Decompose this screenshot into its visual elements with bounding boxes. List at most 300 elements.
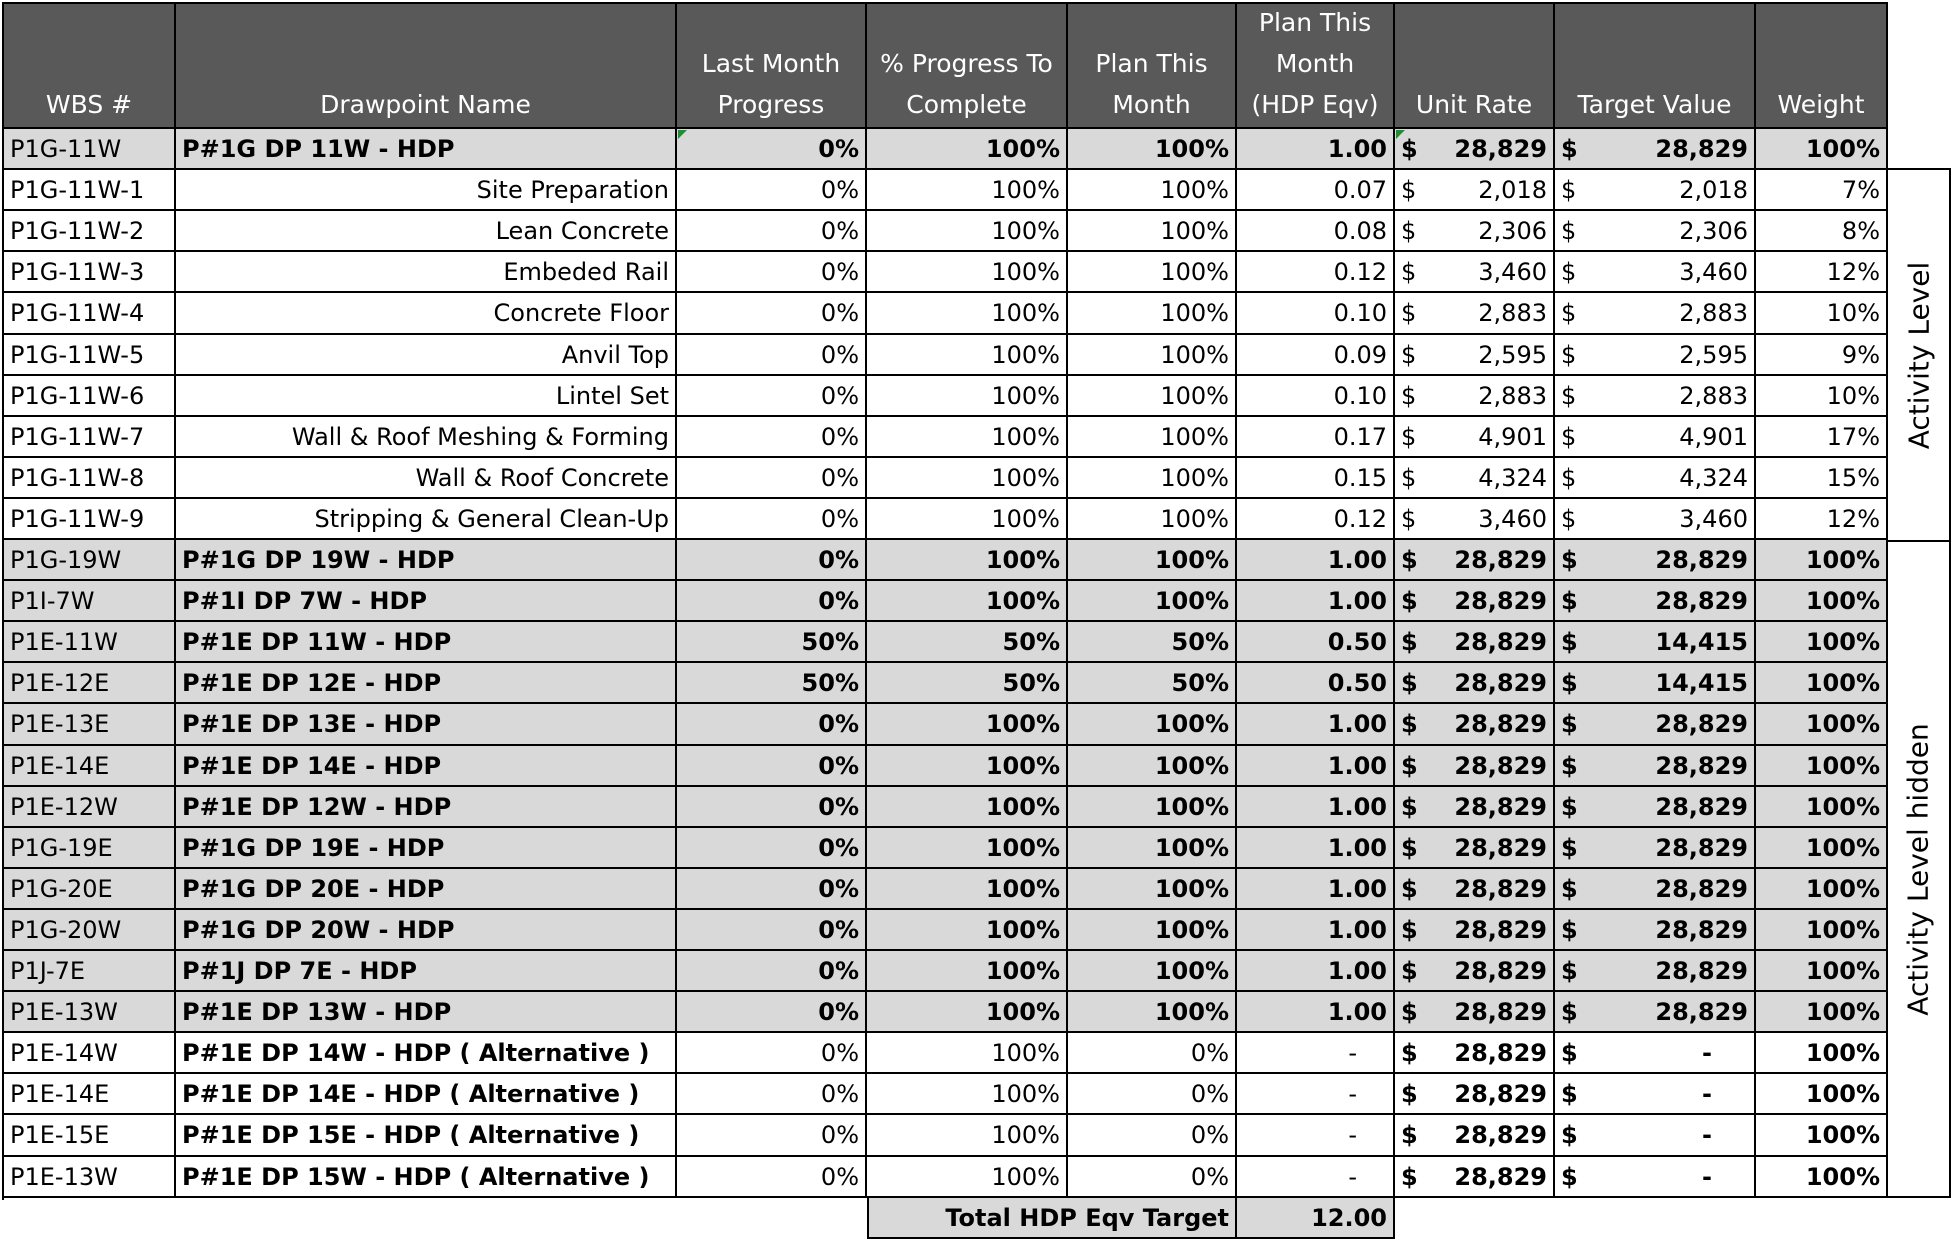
cell-wbs[interactable]: P1E-12E — [4, 663, 176, 704]
currency-symbol: $ — [1561, 1080, 1578, 1108]
cell-hdp[interactable]: 0.09 — [1237, 335, 1395, 376]
unit-rate-value: 2,883 — [1478, 299, 1547, 327]
cell-plan[interactable]: 0% — [1068, 1115, 1237, 1157]
cell-wbs[interactable]: P1G-11W-4 — [4, 293, 176, 335]
column-header-name[interactable] — [176, 4, 677, 129]
cell-hdp[interactable]: - — [1237, 1033, 1395, 1074]
cell-pct[interactable]: 100% — [867, 252, 1068, 293]
cell-target[interactable] — [1555, 828, 1756, 869]
cell-pct[interactable]: 100% — [867, 992, 1068, 1033]
target-value: 28,829 — [1655, 793, 1748, 821]
cell-wbs[interactable]: P1G-19E — [4, 828, 176, 869]
cell-wbs[interactable]: P1E-14E — [4, 1074, 176, 1115]
cell-rate[interactable] — [1395, 704, 1555, 746]
side-label-activity-level-hidden — [1888, 540, 1951, 1198]
column-header-line: % Progress To — [880, 49, 1053, 78]
cell-rate[interactable] — [1395, 622, 1555, 663]
cell-hdp[interactable]: 1.00 — [1237, 540, 1395, 581]
currency-symbol: $ — [1561, 875, 1578, 903]
cell-pct[interactable]: 50% — [867, 622, 1068, 663]
cell-hdp[interactable]: 0.50 — [1237, 622, 1395, 663]
cell-weight[interactable]: 100% — [1756, 746, 1888, 787]
cell-wbs[interactable]: P1E-14W — [4, 1033, 176, 1074]
cell-wbs[interactable]: P1G-20W — [4, 910, 176, 951]
cell-last[interactable]: 0% — [677, 293, 867, 335]
cell-target[interactable] — [1555, 622, 1756, 663]
cell-pct[interactable]: 100% — [867, 211, 1068, 252]
total-value[interactable]: 12.00 — [1237, 1198, 1395, 1239]
cell-weight[interactable]: 10% — [1756, 376, 1888, 417]
cell-last[interactable]: 0% — [677, 499, 867, 540]
cell-hdp[interactable]: 0.08 — [1237, 211, 1395, 252]
cell-plan[interactable]: 100% — [1068, 499, 1237, 540]
currency-symbol: $ — [1561, 423, 1577, 451]
cell-name[interactable]: P#1E DP 13W - HDP — [176, 992, 677, 1033]
cell-rate[interactable] — [1395, 869, 1555, 910]
cell-hdp[interactable]: 1.00 — [1237, 951, 1395, 992]
cell-weight[interactable]: 100% — [1756, 828, 1888, 869]
cell-name[interactable]: P#1G DP 20E - HDP — [176, 869, 677, 910]
cell-plan[interactable]: 50% — [1068, 663, 1237, 704]
cell-weight[interactable]: 100% — [1756, 663, 1888, 704]
cell-hdp[interactable]: - — [1237, 1074, 1395, 1115]
cell-wbs[interactable]: P1J-7E — [4, 951, 176, 992]
cell-wbs[interactable]: P1G-11W-6 — [4, 376, 176, 417]
column-header-line: Target Value — [1577, 90, 1732, 119]
cell-hdp[interactable]: 1.00 — [1237, 746, 1395, 787]
cell-wbs[interactable]: P1E-11W — [4, 622, 176, 663]
cell-weight[interactable]: 8% — [1756, 211, 1888, 252]
cell-wbs[interactable]: P1E-13W — [4, 1157, 176, 1198]
cell-rate[interactable] — [1395, 335, 1555, 376]
target-value: 28,829 — [1655, 875, 1748, 903]
cell-plan[interactable]: 100% — [1068, 704, 1237, 746]
cell-last[interactable]: 0% — [677, 1115, 867, 1157]
cell-weight[interactable]: 100% — [1756, 129, 1888, 170]
cell-hdp[interactable]: 0.10 — [1237, 293, 1395, 335]
cell-name[interactable]: P#1J DP 7E - HDP — [176, 951, 677, 992]
column-header-line: Month — [1112, 90, 1191, 119]
cell-rate[interactable] — [1395, 746, 1555, 787]
cell-rate[interactable] — [1395, 787, 1555, 828]
cell-last[interactable]: 50% — [677, 663, 867, 704]
cell-target[interactable] — [1555, 869, 1756, 910]
cell-target[interactable] — [1555, 170, 1756, 211]
currency-symbol: $ — [1561, 710, 1578, 738]
cell-last[interactable]: 0% — [677, 951, 867, 992]
cell-rate[interactable] — [1395, 1157, 1555, 1198]
cell-pct[interactable]: 100% — [867, 951, 1068, 992]
cell-wbs[interactable]: P1E-14E — [4, 746, 176, 787]
target-value: 28,829 — [1655, 998, 1748, 1026]
cell-plan[interactable]: 50% — [1068, 622, 1237, 663]
cell-last[interactable]: 0% — [677, 211, 867, 252]
target-value: - — [1702, 1039, 1712, 1067]
unit-rate-value: 28,829 — [1454, 628, 1547, 656]
currency-symbol: $ — [1401, 957, 1418, 985]
cell-plan[interactable]: 100% — [1068, 211, 1237, 252]
cell-name[interactable]: Embeded Rail — [176, 252, 677, 293]
cell-weight[interactable]: 100% — [1756, 581, 1888, 622]
target-value: 2,018 — [1679, 176, 1748, 204]
cell-weight[interactable]: 100% — [1756, 787, 1888, 828]
cell-wbs[interactable]: P1G-11W-5 — [4, 335, 176, 376]
cell-hdp[interactable]: 1.00 — [1237, 869, 1395, 910]
cell-plan[interactable]: 100% — [1068, 458, 1237, 499]
target-value: 2,306 — [1679, 217, 1748, 245]
cell-pct[interactable]: 100% — [867, 746, 1068, 787]
cell-rate[interactable] — [1395, 663, 1555, 704]
cell-hdp[interactable]: 0.07 — [1237, 170, 1395, 211]
cell-wbs[interactable]: P1G-19W — [4, 540, 176, 581]
cell-target[interactable] — [1555, 992, 1756, 1033]
target-value: 2,883 — [1679, 382, 1748, 410]
currency-symbol: $ — [1561, 464, 1577, 492]
cell-last[interactable]: 0% — [677, 869, 867, 910]
cell-target[interactable] — [1555, 663, 1756, 704]
cell-plan[interactable]: 0% — [1068, 1074, 1237, 1115]
cell-name[interactable]: P#1E DP 14W - HDP ( Alternative ) — [176, 1033, 677, 1074]
target-value: 2,883 — [1679, 299, 1748, 327]
cell-name[interactable]: Concrete Floor — [176, 293, 677, 335]
column-header-line: Plan This — [1095, 49, 1208, 78]
column-header-plan[interactable] — [1068, 4, 1237, 129]
currency-symbol: $ — [1561, 546, 1578, 574]
side-label-activity-level — [1888, 168, 1951, 542]
cell-target[interactable] — [1555, 1033, 1756, 1074]
cell-pct[interactable]: 100% — [867, 1157, 1068, 1198]
cell-plan[interactable]: 100% — [1068, 992, 1237, 1033]
cell-weight[interactable]: 100% — [1756, 704, 1888, 746]
cell-target[interactable] — [1555, 787, 1756, 828]
cell-hdp[interactable]: 0.17 — [1237, 417, 1395, 458]
cell-pct[interactable]: 100% — [867, 869, 1068, 910]
cell-hdp[interactable]: - — [1237, 1115, 1395, 1157]
cell-name[interactable]: Site Preparation — [176, 170, 677, 211]
cell-plan[interactable]: 0% — [1068, 1157, 1237, 1198]
currency-symbol: $ — [1401, 299, 1417, 327]
cell-rate[interactable] — [1395, 499, 1555, 540]
cell-name[interactable]: Lintel Set — [176, 376, 677, 417]
cell-rate[interactable] — [1395, 910, 1555, 951]
currency-symbol: $ — [1401, 710, 1418, 738]
cell-rate[interactable] — [1395, 992, 1555, 1033]
currency-symbol: $ — [1561, 299, 1577, 327]
cell-target[interactable] — [1555, 376, 1756, 417]
cell-plan[interactable]: 100% — [1068, 828, 1237, 869]
cell-name[interactable]: P#1G DP 11W - HDP — [176, 129, 677, 170]
cell-target[interactable] — [1555, 1157, 1756, 1198]
cell-hdp[interactable]: 1.00 — [1237, 704, 1395, 746]
cell-target[interactable] — [1555, 293, 1756, 335]
column-header-pct[interactable] — [867, 4, 1068, 129]
cell-target[interactable] — [1555, 252, 1756, 293]
cell-pct[interactable]: 100% — [867, 1074, 1068, 1115]
cell-target[interactable] — [1555, 540, 1756, 581]
cell-weight[interactable]: 9% — [1756, 335, 1888, 376]
cell-target[interactable] — [1555, 951, 1756, 992]
cell-last[interactable]: 0% — [677, 170, 867, 211]
target-value: - — [1702, 1121, 1712, 1149]
cell-plan[interactable]: 100% — [1068, 746, 1237, 787]
cell-pct[interactable]: 100% — [867, 499, 1068, 540]
cell-target[interactable] — [1555, 499, 1756, 540]
column-header-last[interactable] — [677, 4, 867, 129]
cell-last[interactable]: 0% — [677, 910, 867, 951]
cell-rate[interactable] — [1395, 293, 1555, 335]
cell-plan[interactable]: 100% — [1068, 869, 1237, 910]
cell-weight[interactable]: 7% — [1756, 170, 1888, 211]
cell-last[interactable]: 0% — [677, 1074, 867, 1115]
cell-rate[interactable] — [1395, 458, 1555, 499]
cell-weight[interactable]: 15% — [1756, 458, 1888, 499]
unit-rate-value: 28,829 — [1454, 587, 1547, 615]
cell-pct[interactable]: 100% — [867, 129, 1068, 170]
cell-rate[interactable] — [1395, 211, 1555, 252]
cell-hdp[interactable]: 0.10 — [1237, 376, 1395, 417]
cell-last[interactable]: 0% — [677, 992, 867, 1033]
cell-name[interactable]: P#1E DP 15W - HDP ( Alternative ) — [176, 1157, 677, 1198]
cell-weight[interactable]: 100% — [1756, 1157, 1888, 1198]
cell-name[interactable]: P#1E DP 15E - HDP ( Alternative ) — [176, 1115, 677, 1157]
cell-pct[interactable]: 100% — [867, 1115, 1068, 1157]
currency-symbol: $ — [1561, 382, 1577, 410]
unit-rate-value: 28,829 — [1454, 1163, 1547, 1191]
cell-name[interactable]: Wall & Roof Meshing & Forming — [176, 417, 677, 458]
cell-target[interactable] — [1555, 417, 1756, 458]
cell-wbs[interactable]: P1G-11W — [4, 129, 176, 170]
cell-weight[interactable]: 100% — [1756, 992, 1888, 1033]
cell-rate[interactable] — [1395, 417, 1555, 458]
cell-pct[interactable]: 100% — [867, 910, 1068, 951]
unit-rate-value: 4,901 — [1478, 423, 1547, 451]
cell-hdp[interactable]: 1.00 — [1237, 828, 1395, 869]
cell-name[interactable]: P#1E DP 12W - HDP — [176, 787, 677, 828]
comment-indicator-icon[interactable] — [678, 130, 687, 139]
cell-plan[interactable]: 100% — [1068, 252, 1237, 293]
cell-name[interactable]: Stripping & General Clean-Up — [176, 499, 677, 540]
cell-pct[interactable]: 100% — [867, 458, 1068, 499]
cell-plan[interactable]: 100% — [1068, 910, 1237, 951]
cell-target[interactable] — [1555, 335, 1756, 376]
cell-last[interactable]: 0% — [677, 458, 867, 499]
cell-pct[interactable]: 100% — [867, 787, 1068, 828]
cell-pct[interactable]: 100% — [867, 293, 1068, 335]
cell-last[interactable]: 0% — [677, 417, 867, 458]
column-header-rate[interactable] — [1395, 4, 1555, 129]
cell-rate[interactable] — [1395, 581, 1555, 622]
cell-wbs[interactable]: P1E-13W — [4, 992, 176, 1033]
side-label-activity-level-hidden-text: Activity Level hidden — [1902, 722, 1935, 1016]
cell-hdp[interactable]: 0.12 — [1237, 252, 1395, 293]
cell-pct[interactable]: 100% — [867, 540, 1068, 581]
cell-wbs[interactable]: P1E-12W — [4, 787, 176, 828]
cell-plan[interactable]: 100% — [1068, 787, 1237, 828]
cell-name[interactable]: P#1E DP 12E - HDP — [176, 663, 677, 704]
cell-hdp[interactable]: 0.15 — [1237, 458, 1395, 499]
cell-pct[interactable]: 100% — [867, 1033, 1068, 1074]
cell-name[interactable]: P#1E DP 11W - HDP — [176, 622, 677, 663]
currency-symbol: $ — [1401, 423, 1417, 451]
cell-hdp[interactable]: 1.00 — [1237, 787, 1395, 828]
cell-target[interactable] — [1555, 211, 1756, 252]
cell-plan[interactable]: 100% — [1068, 417, 1237, 458]
cell-wbs[interactable]: P1G-11W-7 — [4, 417, 176, 458]
cell-plan[interactable]: 100% — [1068, 951, 1237, 992]
cell-plan[interactable]: 100% — [1068, 376, 1237, 417]
cell-weight[interactable]: 100% — [1756, 910, 1888, 951]
cell-plan[interactable]: 100% — [1068, 293, 1237, 335]
currency-symbol: $ — [1561, 752, 1578, 780]
unit-rate-value: 28,829 — [1454, 1121, 1547, 1149]
cell-target[interactable] — [1555, 1074, 1756, 1115]
cell-rate[interactable] — [1395, 1115, 1555, 1157]
target-value: - — [1702, 1163, 1712, 1191]
unit-rate-value: 28,829 — [1454, 916, 1547, 944]
cell-rate[interactable] — [1395, 1033, 1555, 1074]
cell-rate[interactable] — [1395, 129, 1555, 170]
cell-hdp[interactable]: 0.50 — [1237, 663, 1395, 704]
currency-symbol: $ — [1561, 957, 1578, 985]
unit-rate-value: 3,460 — [1478, 258, 1547, 286]
cell-target[interactable] — [1555, 704, 1756, 746]
cell-weight[interactable]: 100% — [1756, 1074, 1888, 1115]
cell-last[interactable]: 0% — [677, 704, 867, 746]
cell-last[interactable]: 0% — [677, 252, 867, 293]
cell-target[interactable] — [1555, 458, 1756, 499]
cell-target[interactable] — [1555, 129, 1756, 170]
column-header-wbs[interactable] — [4, 4, 176, 129]
cell-weight[interactable]: 100% — [1756, 540, 1888, 581]
cell-rate[interactable] — [1395, 540, 1555, 581]
cell-last[interactable]: 0% — [677, 828, 867, 869]
cell-pct[interactable]: 100% — [867, 170, 1068, 211]
cell-plan[interactable]: 100% — [1068, 335, 1237, 376]
cell-name[interactable]: P#1E DP 14E - HDP ( Alternative ) — [176, 1074, 677, 1115]
cell-weight[interactable]: 100% — [1756, 622, 1888, 663]
unit-rate-value: 28,829 — [1454, 752, 1547, 780]
cell-target[interactable] — [1555, 1115, 1756, 1157]
currency-symbol: $ — [1561, 341, 1577, 369]
cell-rate[interactable] — [1395, 828, 1555, 869]
cell-weight[interactable]: 12% — [1756, 499, 1888, 540]
column-header-target[interactable] — [1555, 4, 1756, 129]
cell-hdp[interactable]: 1.00 — [1237, 129, 1395, 170]
cell-wbs[interactable]: P1I-7W — [4, 581, 176, 622]
cell-name[interactable]: Anvil Top — [176, 335, 677, 376]
cell-pct[interactable]: 100% — [867, 581, 1068, 622]
cell-name[interactable]: Wall & Roof Concrete — [176, 458, 677, 499]
cell-weight[interactable]: 100% — [1756, 869, 1888, 910]
cell-rate[interactable] — [1395, 376, 1555, 417]
cell-weight[interactable]: 100% — [1756, 1115, 1888, 1157]
cell-name[interactable]: P#1I DP 7W - HDP — [176, 581, 677, 622]
cell-name[interactable]: P#1E DP 13E - HDP — [176, 704, 677, 746]
cell-name[interactable]: Lean Concrete — [176, 211, 677, 252]
cell-wbs[interactable]: P1E-13E — [4, 704, 176, 746]
cell-rate[interactable] — [1395, 170, 1555, 211]
cell-pct[interactable]: 100% — [867, 376, 1068, 417]
cell-name[interactable]: P#1G DP 19E - HDP — [176, 828, 677, 869]
column-header-hdp[interactable] — [1237, 4, 1395, 129]
cell-last[interactable]: 0% — [677, 746, 867, 787]
cell-hdp[interactable]: 0.12 — [1237, 499, 1395, 540]
cell-last[interactable]: 0% — [677, 129, 867, 170]
cell-wbs[interactable]: P1G-11W-2 — [4, 211, 176, 252]
cell-plan[interactable]: 100% — [1068, 170, 1237, 211]
cell-plan[interactable]: 100% — [1068, 129, 1237, 170]
cell-hdp[interactable]: 1.00 — [1237, 910, 1395, 951]
cell-weight[interactable]: 17% — [1756, 417, 1888, 458]
cell-name[interactable]: P#1G DP 20W - HDP — [176, 910, 677, 951]
cell-last[interactable]: 0% — [677, 335, 867, 376]
cell-pct[interactable]: 100% — [867, 335, 1068, 376]
column-header-line: Drawpoint Name — [320, 90, 531, 119]
target-value: 28,829 — [1655, 957, 1748, 985]
cell-weight[interactable]: 10% — [1756, 293, 1888, 335]
cell-target[interactable] — [1555, 581, 1756, 622]
cell-name[interactable]: P#1E DP 14E - HDP — [176, 746, 677, 787]
currency-symbol: $ — [1561, 628, 1578, 656]
cell-name[interactable]: P#1G DP 19W - HDP — [176, 540, 677, 581]
cell-weight[interactable]: 12% — [1756, 252, 1888, 293]
cell-plan[interactable]: 0% — [1068, 1033, 1237, 1074]
cell-pct[interactable]: 100% — [867, 828, 1068, 869]
cell-target[interactable] — [1555, 746, 1756, 787]
cell-wbs[interactable]: P1G-11W-3 — [4, 252, 176, 293]
target-value: 28,829 — [1655, 834, 1748, 862]
unit-rate-value: 28,829 — [1454, 135, 1547, 163]
cell-weight[interactable]: 100% — [1756, 1033, 1888, 1074]
grid-top-border — [2, 2, 1888, 4]
cell-hdp[interactable]: 1.00 — [1237, 992, 1395, 1033]
cell-weight[interactable]: 100% — [1756, 951, 1888, 992]
cell-rate[interactable] — [1395, 1074, 1555, 1115]
cell-plan[interactable]: 100% — [1068, 581, 1237, 622]
currency-symbol: $ — [1561, 793, 1578, 821]
cell-last[interactable]: 0% — [677, 1157, 867, 1198]
cell-pct[interactable]: 100% — [867, 417, 1068, 458]
cell-last[interactable]: 0% — [677, 581, 867, 622]
cell-last[interactable]: 0% — [677, 540, 867, 581]
cell-hdp[interactable]: 1.00 — [1237, 581, 1395, 622]
cell-last[interactable]: 0% — [677, 787, 867, 828]
cell-plan[interactable]: 100% — [1068, 540, 1237, 581]
cell-last[interactable]: 50% — [677, 622, 867, 663]
currency-symbol: $ — [1401, 505, 1417, 533]
cell-last[interactable]: 0% — [677, 376, 867, 417]
cell-target[interactable] — [1555, 910, 1756, 951]
target-value: 28,829 — [1655, 587, 1748, 615]
cell-wbs[interactable]: P1G-20E — [4, 869, 176, 910]
cell-wbs[interactable]: P1G-11W-1 — [4, 170, 176, 211]
cell-pct[interactable]: 50% — [867, 663, 1068, 704]
unit-rate-value: 2,595 — [1478, 341, 1547, 369]
cell-hdp[interactable]: - — [1237, 1157, 1395, 1198]
cell-wbs[interactable]: P1G-11W-8 — [4, 458, 176, 499]
cell-rate[interactable] — [1395, 252, 1555, 293]
target-value: 4,324 — [1679, 464, 1748, 492]
comment-indicator-icon[interactable] — [1396, 130, 1405, 139]
cell-pct[interactable]: 100% — [867, 704, 1068, 746]
cell-last[interactable]: 0% — [677, 1033, 867, 1074]
cell-rate[interactable] — [1395, 951, 1555, 992]
cell-wbs[interactable]: P1G-11W-9 — [4, 499, 176, 540]
cell-wbs[interactable]: P1E-15E — [4, 1115, 176, 1157]
column-header-weight[interactable] — [1756, 4, 1888, 129]
column-header-line: Weight — [1777, 90, 1865, 119]
column-header-line: Last Month — [701, 49, 841, 78]
